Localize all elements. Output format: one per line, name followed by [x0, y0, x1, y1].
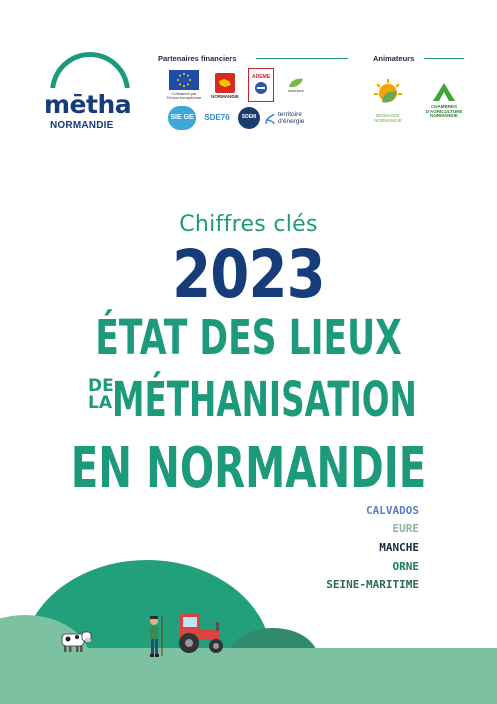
sdem-logo — [238, 107, 260, 129]
ademe-caption: ADEME — [251, 74, 271, 81]
siege-logo — [168, 106, 196, 130]
sciences-logo — [282, 74, 310, 96]
title-line-3: EN NORMANDIE — [70, 436, 427, 501]
dept-calvados: CALVADOS — [366, 504, 419, 517]
animators-label: Animateurs — [373, 54, 415, 63]
ground-strip — [0, 648, 497, 704]
territoire-caption: territoire d'énergie — [278, 111, 305, 125]
biomasse-normandie-logo — [368, 72, 408, 130]
sdem-caption: SDEM — [241, 114, 257, 121]
dept-seine-maritime: SEINE-MARITIME — [326, 578, 419, 591]
ademe-emblem-icon — [254, 81, 268, 95]
metha-normandie-logo — [40, 52, 140, 132]
partners-label: Partenaires financiers — [158, 54, 237, 63]
energy-swirl-icon — [264, 112, 276, 126]
title-la: LA — [88, 393, 112, 413]
farmer-icon — [146, 614, 166, 658]
title-line-2: MÉTHANISATION — [112, 372, 417, 428]
eu-flag-icon — [169, 70, 199, 90]
eu-flag-caption: Cofinancé par l'Union européenne — [166, 90, 202, 100]
title-de: DE — [88, 376, 114, 396]
chambres-caption: CHAMBRES D'AGRICULTURE NORMANDIE — [425, 103, 463, 119]
dept-orne: ORNE — [392, 560, 419, 573]
dept-eure: EURE — [392, 522, 419, 535]
logo-sub: NORMANDIE — [50, 120, 114, 131]
siege-caption: SIE GE — [170, 114, 194, 122]
agriculture-emblem-icon — [429, 81, 459, 103]
biomasse-caption: BIOMASSE NORMANDIE — [374, 113, 402, 123]
tractor-icon — [176, 612, 228, 654]
normandie-caption: NORMANDIE — [211, 93, 239, 99]
territoire-energie-logo — [264, 108, 324, 130]
sde76-caption: SDE76 — [204, 112, 230, 122]
chambres-agriculture-logo — [420, 78, 468, 122]
partners-divider — [256, 58, 348, 59]
cow-icon — [58, 626, 92, 654]
kicker-text: Chiffres clés — [179, 212, 318, 237]
sun-leaf-icon — [373, 78, 403, 112]
title-line-1: ÉTAT DES LIEUX — [95, 310, 402, 366]
eu-flag-logo — [166, 68, 202, 102]
year-heading: 2023 — [172, 236, 325, 313]
sciences-caption: sciences — [288, 87, 304, 93]
sde76-logo — [200, 108, 234, 128]
normandie-region-logo — [208, 70, 242, 102]
normandie-leopard-icon — [215, 73, 235, 93]
ademe-logo — [248, 68, 274, 102]
animators-divider — [424, 58, 464, 59]
dept-manche: MANCHE — [379, 541, 419, 554]
logo-word: mētha — [44, 90, 132, 119]
